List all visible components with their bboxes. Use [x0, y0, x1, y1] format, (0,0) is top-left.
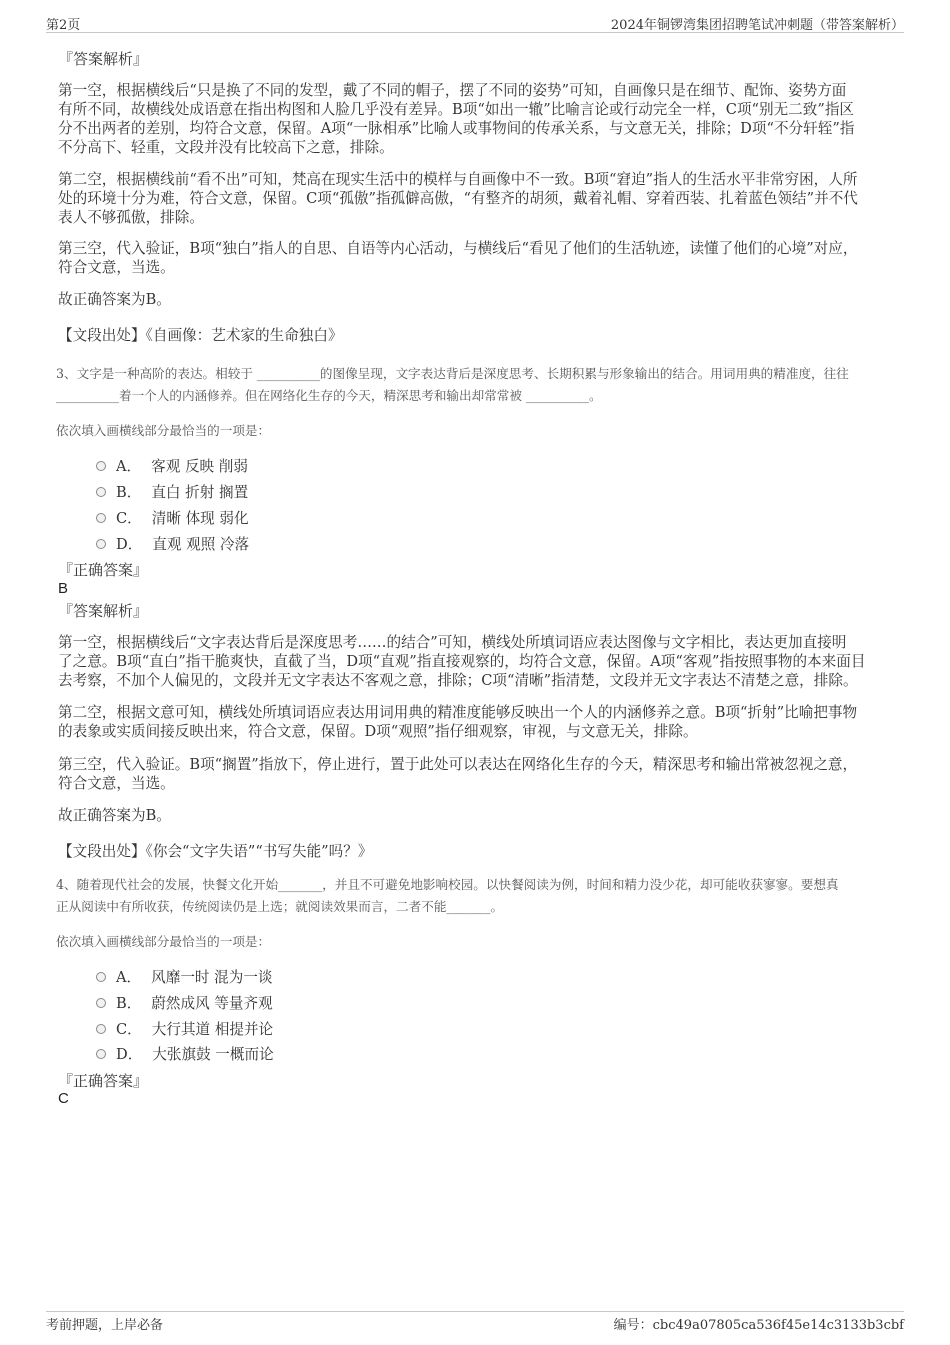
radio-button[interactable] — [96, 1024, 106, 1034]
option-b[interactable] — [96, 992, 273, 1013]
correct-answer-label: 『正确答案』 — [58, 1072, 149, 1090]
question-instruction: 依次填入画横线部分最恰当的一项是： — [56, 423, 271, 438]
radio-button[interactable] — [96, 972, 106, 982]
conclusion: 故正确答案为B。 — [58, 291, 171, 308]
analysis-paragraph-2 — [58, 170, 888, 227]
option-letter: D． — [116, 536, 143, 553]
option-a[interactable] — [96, 455, 248, 476]
radio-button[interactable] — [96, 513, 106, 523]
question-line: 3、文字是一种高阶的表达。相较于 __________的图像呈现，文字表达背后是深度思考、长期积累与形象输出的结合。用词用典的精准度，往往 — [56, 366, 849, 381]
text-line: 第一空，根据横线后“只是换了不同的发型，戴了不同的帽子，摆了不同的姿势”可知，自画像只是在细节、配饰、姿势方面 — [58, 82, 847, 99]
document-title: 2024年铜锣湾集团招聘笔试冲刺题（带答案解析） — [610, 18, 904, 33]
source-line: 【文段出处】《自画像：艺术家的生命独白》 — [58, 327, 343, 344]
option-a[interactable] — [96, 966, 273, 987]
question-3 — [56, 363, 896, 407]
text-line: 表人不够孤傲，排除。 — [58, 209, 204, 226]
analysis-paragraph-1 — [58, 81, 888, 157]
correct-answer: C — [58, 1090, 69, 1107]
text-line: 分不出两者的差别，均符合文意，保留。A项“一脉相承”比喻人或事物间的传承关系，与文意无关，排除；D项“不分轩轾”指 — [58, 120, 855, 137]
radio-button[interactable] — [96, 539, 106, 549]
radio-button[interactable] — [96, 461, 106, 471]
option-letter: D． — [116, 1046, 143, 1063]
analysis-paragraph-3 — [58, 755, 888, 793]
option-b[interactable] — [96, 481, 248, 502]
analysis-label: 『答案解析』 — [58, 602, 149, 620]
question-4 — [56, 874, 896, 918]
question-instruction: 依次填入画横线部分最恰当的一项是： — [56, 934, 271, 949]
option-text: 蔚然成风 等量齐观 — [151, 995, 273, 1012]
text-line: 去考察，不加个人偏见的，文段并无文字表达不客观之意，排除；C项“清晰”指清楚，文段并无文字表达不清楚之意，排除。 — [58, 672, 858, 689]
text-line: 处的环境十分为难，符合文意，保留。C项“孤傲”指孤僻高傲，“有整齐的胡须，戴着礼帽、穿着西装、扎着蓝色领结”并不代 — [58, 190, 858, 207]
option-c[interactable] — [96, 507, 249, 528]
option-letter: B． — [116, 484, 142, 501]
option-letter: A． — [116, 458, 142, 475]
text-line: 第一空，根据横线后“文字表达背后是深度思考……的结合”可知，横线处所填词语应表达图像与文字相比，表达更加直接明 — [58, 634, 847, 651]
analysis-paragraph-2 — [58, 703, 888, 741]
page-footer — [46, 1311, 904, 1333]
text-line: 第三空，代入验证，B项“独白”指人的自思、自语等内心活动，与横线后“看见了他们的生活轨迹，读懂了他们的心境”对应， — [58, 240, 858, 257]
option-text: 大行其道 相提并论 — [151, 1021, 274, 1038]
document-id: 编号：cbc49a07805ca536f45e14c3133b3cbf — [613, 1318, 904, 1333]
question-line: 4、随着现代社会的发展，快餐文化开始_______，并且不可避免地影响校园。以快餐阅读为例，时间和精力没少花，却可能收获寥寥。要想真 — [56, 877, 839, 892]
option-d[interactable] — [96, 1043, 274, 1064]
text-line: 第二空，根据横线前“看不出”可知，梵高在现实生活中的模样与自画像中不一致。B项“窘迫”指人的生活水平非常穷困，人所 — [58, 171, 858, 188]
analysis-paragraph-3 — [58, 239, 888, 277]
option-text: 大张旗鼓 一概而论 — [152, 1046, 274, 1063]
correct-answer-label: 『正确答案』 — [58, 561, 149, 579]
text-line: 有所不同，故横线处成语意在指出构图和人脸几乎没有差异。B项“如出一辙”比喻言论或行动完全一样，C项“别无二致”指区 — [58, 101, 855, 118]
text-line: 符合文意，当选。 — [58, 775, 175, 792]
analysis-label: 『答案解析』 — [58, 50, 149, 68]
text-line: 不分高下、轻重，文段并没有比较高下之意，排除。 — [58, 139, 394, 156]
radio-button[interactable] — [96, 487, 106, 497]
analysis-paragraph-1 — [58, 633, 888, 690]
question-line: 正从阅读中有所收获，传统阅读仍是上选；就阅读效果而言，二者不能_______。 — [56, 899, 504, 914]
option-c[interactable] — [96, 1018, 273, 1039]
option-letter: A． — [116, 969, 142, 986]
text-line: 了之意。B项“直白”指干脆爽快，直截了当，D项“直观”指直接观察的，均符合文意，保留。A项“客观”指按照事物的本来面目 — [58, 653, 866, 670]
text-line: 第三空，代入验证。B项“搁置”指放下，停止进行，置于此处可以表达在网络化生存的今天，精深思考和输出常被忽视之意， — [58, 756, 858, 773]
source-line: 【文段出处】《你会“文字失语”“书写失能”吗？》 — [58, 843, 373, 860]
page-header — [46, 14, 904, 33]
option-text: 清晰 体现 弱化 — [151, 510, 249, 527]
option-text: 客观 反映 削弱 — [151, 458, 248, 475]
conclusion: 故正确答案为B。 — [58, 807, 171, 824]
option-letter: B． — [116, 995, 142, 1012]
footer-slogan: 考前押题，上岸必备 — [46, 1318, 164, 1333]
option-text: 风靡一时 混为一谈 — [151, 969, 273, 986]
correct-answer: B — [58, 580, 69, 597]
option-text: 直观 观照 冷落 — [152, 536, 250, 553]
option-d[interactable] — [96, 533, 249, 554]
page-number: 第2页 — [46, 18, 81, 33]
option-text: 直白 折射 搁置 — [151, 484, 249, 501]
text-line: 的表象或实质间接反映出来，符合文意，保留。D项“观照”指仔细观察，审视，与文意无关，排除。 — [58, 723, 698, 740]
option-letter: C． — [116, 1021, 142, 1038]
question-line: __________着一个人的内涵修养。但在网络化生存的今天，精深思考和输出却常常被 __________。 — [56, 388, 602, 403]
option-letter: C． — [116, 510, 142, 527]
text-line: 第二空，根据文意可知，横线处所填词语应表达用词用典的精准度能够反映出一个人的内涵修养之意。B项“折射”比喻把事物 — [58, 704, 858, 721]
radio-button[interactable] — [96, 998, 106, 1008]
text-line: 符合文意，当选。 — [58, 259, 175, 276]
radio-button[interactable] — [96, 1049, 106, 1059]
